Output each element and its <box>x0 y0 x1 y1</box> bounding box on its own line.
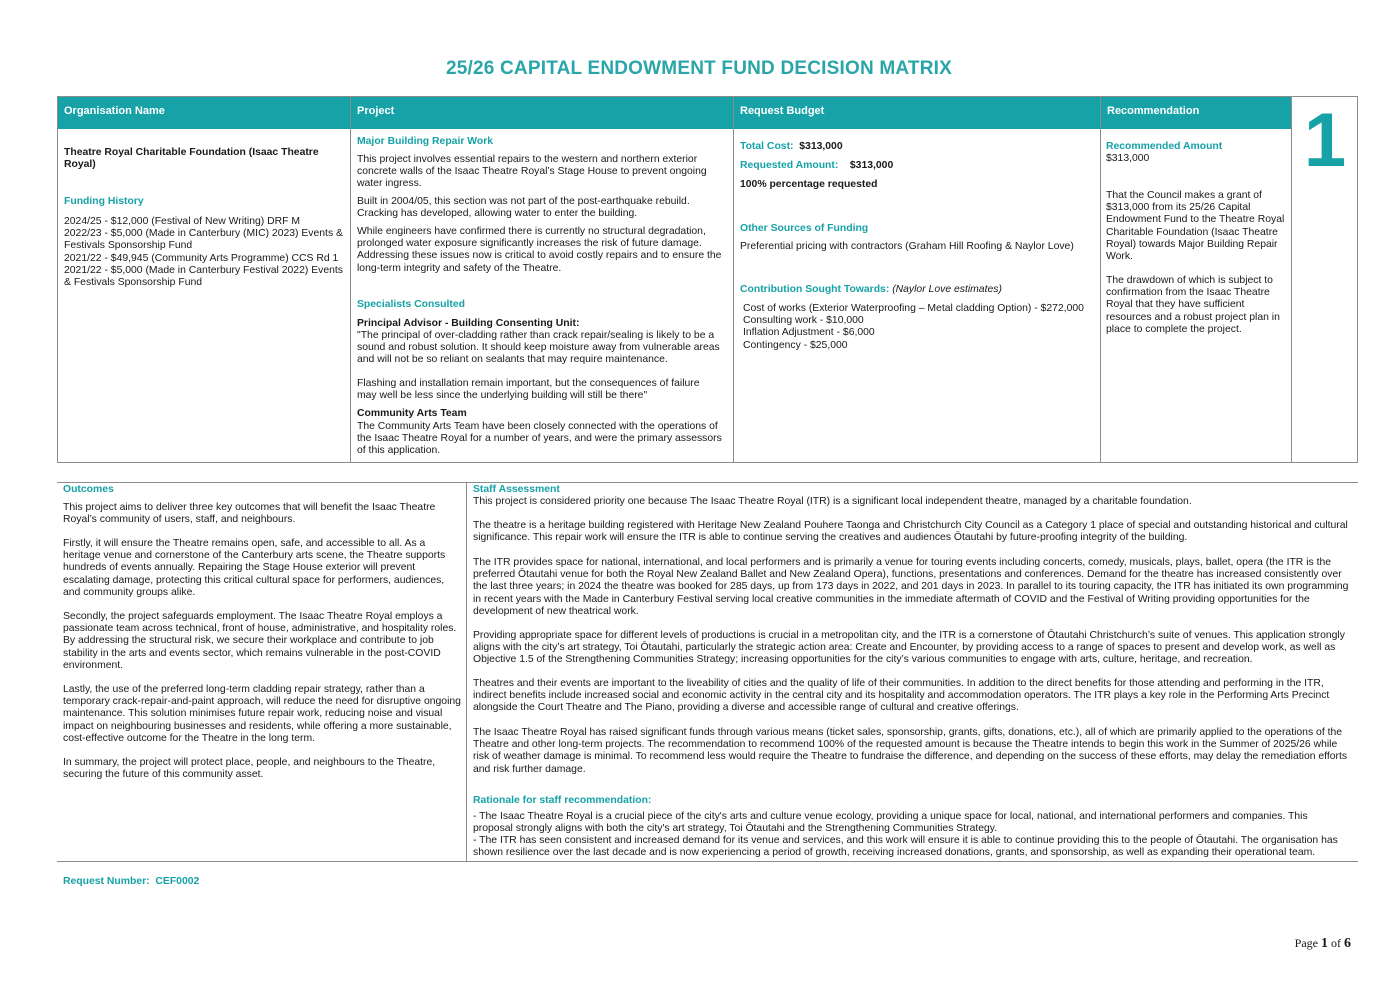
community-text: The Community Arts Team have been closely connected with the operations of the Isaac Theatre Royal for a number of years, and were the primary assessors of this application. <box>357 421 722 457</box>
funding-history-item: 2021/22 - $49,945 (Community Arts Programme) CCS Rd 1 <box>64 252 339 264</box>
outcomes-column <box>63 483 461 861</box>
assessment-paragraph: This project is considered priority one because The Isaac Theatre Royal (ITR) is a significant local independent theatre, managed by a charitable foundation. <box>473 496 1192 507</box>
page-title: 25/26 CAPITAL ENDOWMENT FUND DECISION MATRIX <box>445 58 952 79</box>
funding-history-item: 2024/25 - $12,000 (Festival of New Writing) DRF M <box>64 216 300 227</box>
contribution-heading <box>740 284 1002 296</box>
assessment-paragraph: Theatres and their events are important to the liveability of cities and the quality of life of their communities. In addition to the direct benefits for those attending and performing in the ITR, indirect benefits include increased social and economic activity in the central city and its hospitality and accommodation operators. The ITR plays a key role in the Performing Arts Precinct alongside the Court Theatre and The Piano, providing a diverse and accessible range of cultural and creative offerings. <box>473 678 1330 714</box>
contribution-note: (Naylor Love estimates) <box>892 284 1002 295</box>
other-sources-title: Other Sources of Funding <box>740 223 869 234</box>
recommended-amount-label: Recommended Amount <box>1106 141 1223 152</box>
rationale-item: - The Isaac Theatre Royal is a crucial piece of the city's arts and culture venue ecology, providing a unique space for local, national, and international performers and companies. This proposal strongly aligns with both the city's art strategy, Toi Ōtautahi and the Strengthening Communities Strategy. <box>473 811 1308 835</box>
contribution-item: Contingency - $25,000 <box>743 339 848 351</box>
advisor-title: Principal Advisor - Building Consenting Unit: <box>357 318 580 329</box>
page-total: 6 <box>1344 936 1351 951</box>
contribution-item: Consulting work - $10,000 <box>743 315 864 327</box>
requested-amount-label: Requested Amount: <box>740 160 839 171</box>
assessment-paragraph: The theatre is a heritage building registered with Heritage New Zealand Pouhere Taonga and Christchurch City Council as a Category 1 place of special and outstanding historical and cultural significance. This repair work will ensure the ITR is able to continue serving the creatives and audiences Ōtautahi by future-proofing integrity of the building. <box>473 520 1348 544</box>
project-title: Major Building Repair Work <box>357 136 494 147</box>
outcomes-paragraph: This project aims to deliver three key outcomes that will benefit the Isaac Theatre Royal’s community of users, staff, and neighbours. <box>63 502 436 526</box>
request-number <box>63 876 199 887</box>
budget-column <box>740 129 1096 462</box>
percent-requested: 100% percentage requested <box>740 179 878 190</box>
advisor-quote: "The principal of over-cladding rather than crack repair/sealing is likely to be a sound and robust solution. It should keep moisture away from vulnerable areas and will not be so reliant on sealants that may require maintenance. <box>357 330 720 366</box>
organisation-column <box>64 129 346 462</box>
page-of: of <box>1331 936 1341 950</box>
advisor-quote: Flashing and installation remain important, but the consequences of failure may well be less since the underlying building will still be there" <box>357 378 700 402</box>
rationale-item: - The ITR has seen consistent and increased demand for its venue and services, and this work will ensure it is able to continue providing this to the people of Ōtautahi. The organisation has shown resilience over the last decade and is now experiencing a period of growth, receiving increased donations, grants, and sponsorship, as well as expanding their operational team. <box>473 835 1338 859</box>
project-description: While engineers have confirmed there is currently no structural degradation, prolonged water exposure significantly increases the risk of future damage. Addressing these issues now is critical to avoid costly repairs and to ensure the long-term integrity and safety of the Theatre. <box>357 226 722 274</box>
outcomes-paragraph: Lastly, the use of the preferred long-term cladding repair strategy, rather than a temporary crack-repair-and-paint approach, will reduce the need for disruptive ongoing maintenance. This solution minimises future repair work, reducing noise and visual impact on neighbouring businesses and residents, while offering a more sustainable, cost-effective outcome for the Theatre in the long term. <box>63 684 461 744</box>
header-project: Project <box>351 97 733 129</box>
assessment-paragraph: Providing appropriate space for different levels of productions is crucial in a metropolitan city, and the ITR is a cornerstone of Ōtautahi Christchurch’s suite of venues. This application strongly aligns with the city’s art strategy, Toi Ōtautahi, particularly the strategic action area: Create and Encounter, by providing access to a range of spaces to present and develop work, as well as Objective 1.5 of the Strengthening Communities Strategy; increasing opportunities for the city’s various communities to engage with arts, culture, heritage, and recreation. <box>473 630 1345 666</box>
request-number-value: CEF0002 <box>155 876 200 887</box>
community-title: Community Arts Team <box>357 408 467 419</box>
assessment-table <box>57 482 1358 862</box>
total-cost-label: Total Cost: <box>740 141 794 152</box>
page-word: Page <box>1294 936 1318 950</box>
contribution-list <box>743 303 1099 352</box>
outcomes-paragraph: Secondly, the project safeguards employment. The Isaac Theatre Royal employs a passionate team across technical, front of house, administrative, and hospitality roles. By addressing the structural risk, we secure their workplace and contribute to job stability in the arts and events sector, which remains vulnerable in the post-COVID environment. <box>63 611 457 671</box>
outcomes-paragraph: In summary, the project will protect place, people, and neighbours to the Theatre, securing the future of this community asset. <box>63 757 436 781</box>
outcomes-title: Outcomes <box>63 484 114 495</box>
requested-amount <box>740 160 893 172</box>
recommendation-text: That the Council makes a grant of $313,000 from its 25/26 Capital Endowment Fund to the Theatre Royal Charitable Foundation (Isaac Theatre Royal) towards Major Building Repair Work. <box>1106 190 1285 263</box>
page-number <box>1295 936 1351 952</box>
decision-table <box>57 96 1358 463</box>
project-description: Built in 2004/05, this section was not part of the post-earthquake rebuild. Cracking has developed, allowing water to enter the building. <box>357 196 690 220</box>
contribution-item: Cost of works (Exterior Waterproofing – Metal cladding Option) - $272,000 <box>743 303 1084 314</box>
priority-number: 1 <box>1303 98 1347 183</box>
specialists-title: Specialists Consulted <box>357 299 465 310</box>
recommendation-condition: The drawdown of which is subject to confirmation from the Isaac Theatre Royal that they have sufficient resources and a robust project plan in place to complete the project. <box>1106 275 1280 335</box>
assessment-paragraph: The ITR provides space for national, international, and local performers and is primarily a venue for touring events including concerts, comedy, musicals, plays, ballet, opera (the ITR is the preferred Ōtautahi venue for both the Royal New Zealand Ballet and New Zealand Opera), functions, presentations and conferences. Demand for the theatre has increased consistently over the last three years; in 2024 the theatre was booked for 285 days, up from 173 days in 2022, and 201 days in 2023. In parallel to its touring capacity, the ITR has initiated its own programming in recent years with the Made in Canterbury Festival serving local creative communities in the immediate aftermath of COVID and the Festival of Writing providing opportunities for the development of new theatrical work. <box>473 557 1349 617</box>
funding-history-list <box>64 216 346 289</box>
requested-amount-value: $313,000 <box>849 160 894 171</box>
assessment-title: Staff Assessment <box>473 484 560 495</box>
contribution-item: Inflation Adjustment - $6,000 <box>743 327 875 339</box>
other-sources-text: Preferential pricing with contractors (Graham Hill Roofing & Naylor Love) <box>740 241 1074 252</box>
funding-history-item: 2021/22 - $5,000 (Made in Canterbury Festival 2022) Events & Festivals Sponsorship Fund <box>64 264 343 289</box>
header-recommendation: Recommendation <box>1101 97 1291 129</box>
total-cost <box>740 141 843 153</box>
contribution-title: Contribution Sought Towards: <box>740 284 890 295</box>
recommendation-column <box>1106 129 1288 462</box>
project-description: This project involves essential repairs to the western and northern exterior concrete walls of the Isaac Theatre Royal’s Stage House to prevent ongoing water ingress. <box>357 154 707 190</box>
assessment-paragraph: The Isaac Theatre Royal has raised significant funds through various means (ticket sales, sponsorship, grants, gifts, donations, etc.), all of which are primarily applied to the operations of the Theatre and other long-term projects. The recommendation to recommend 100% of the requested amount is because the Theatre intends to begin this work in the Summer of 2025/26 while risk of weather damage is minimal. To recommend less would require the Theatre to fundraise the difference, and depending on the success of these efforts, may delay the remediation efforts and risk further damage. <box>473 727 1348 775</box>
total-cost-value: $313,000 <box>799 141 843 152</box>
rationale-title: Rationale for staff recommendation: <box>473 795 652 806</box>
outcomes-paragraph: Firstly, it will ensure the Theatre remains open, safe, and accessible to all. As a heritage venue and cornerstone of the Canterbury arts scene, the Theatre supports hundreds of events annually. Repairing the Stage House exterior will prevent escalating damage, protecting this critical cultural space for performers, audiences, and community groups alike. <box>63 538 446 598</box>
request-number-label: Request Number: <box>63 876 150 887</box>
assessment-column <box>473 483 1353 861</box>
organisation-name: Theatre Royal Charitable Foundation (Isaac Theatre Royal) <box>64 147 319 171</box>
funding-history-item: 2022/23 - $5,000 (Made in Canterbury (MIC) 2023) Events & Festivals Sponsorship Fund <box>64 228 343 252</box>
funding-history-title: Funding History <box>64 196 144 207</box>
page-current: 1 <box>1321 936 1328 951</box>
header-budget: Request Budget <box>734 97 1100 129</box>
recommended-amount-value: $313,000 <box>1106 153 1150 164</box>
header-organisation: Organisation Name <box>58 97 350 129</box>
project-column <box>357 129 729 462</box>
